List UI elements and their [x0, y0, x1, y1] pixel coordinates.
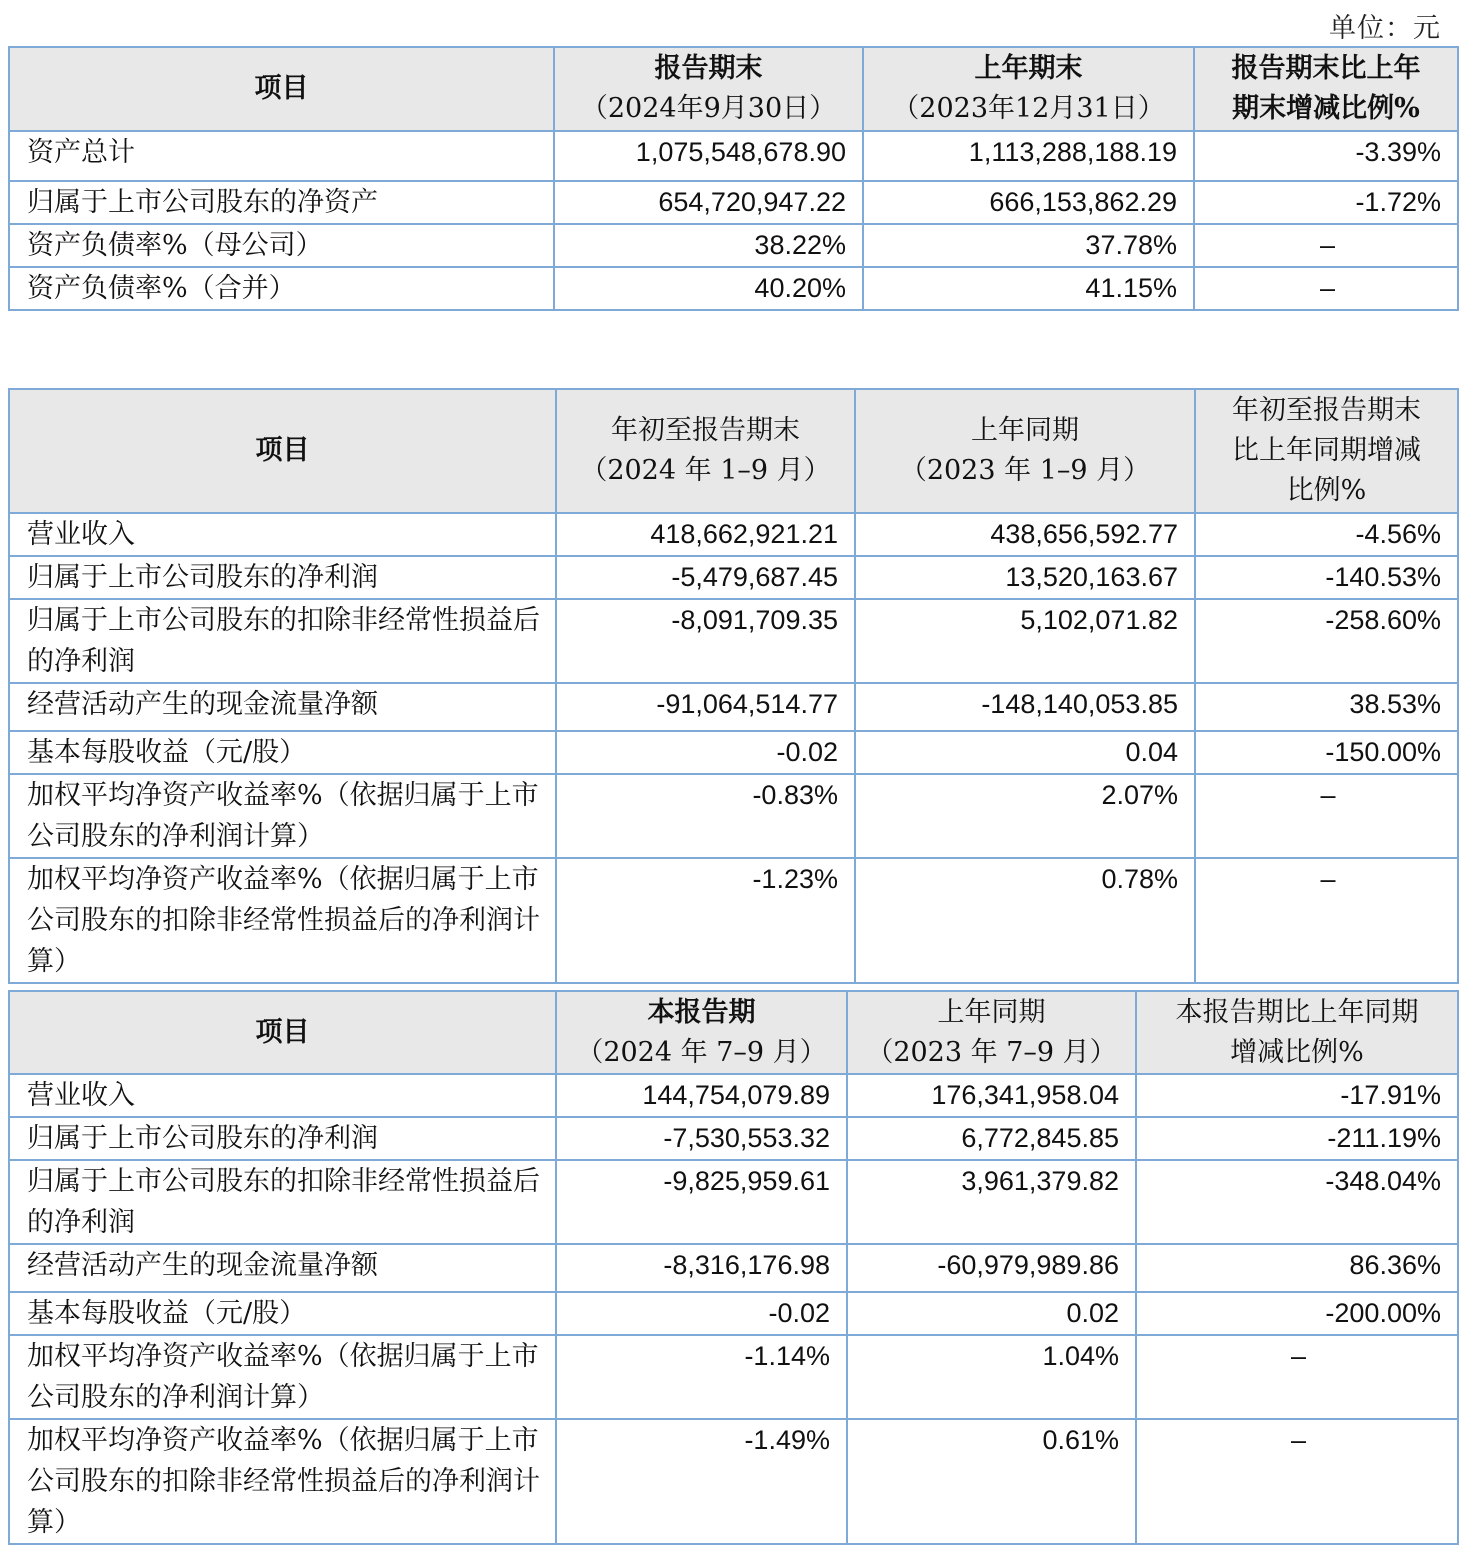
- header-current-period: 年初至报告期末 （2024 年 1–9 月）: [556, 389, 855, 513]
- header-prior-period: 上年同期 （2023 年 7–9 月）: [847, 991, 1136, 1074]
- row-item: 资产总计: [9, 131, 554, 181]
- table-row: [9, 599, 1458, 683]
- row-item: 资产负债率%（母公司）: [9, 224, 554, 267]
- row-current: -0.02: [556, 1292, 847, 1335]
- row-item: 基本每股收益（元/股）: [9, 731, 556, 774]
- row-change: -150.00%: [1195, 731, 1458, 774]
- table-row: [9, 683, 1458, 731]
- row-change: –: [1195, 858, 1458, 983]
- ytd-income-table: [8, 388, 1459, 984]
- row-item: 营业收入: [9, 1074, 556, 1117]
- row-prior: 0.04: [855, 731, 1195, 774]
- table-header-row: [9, 47, 1458, 131]
- header-item: 项目: [9, 389, 556, 513]
- unit-label: 单位：元: [1329, 13, 1441, 44]
- row-change: -211.19%: [1136, 1117, 1458, 1160]
- row-current: -8,091,709.35: [556, 599, 855, 683]
- table-row: [9, 224, 1458, 267]
- row-prior: 3,961,379.82: [847, 1160, 1136, 1244]
- row-current: -91,064,514.77: [556, 683, 855, 731]
- header-current-period: 本报告期 （2024 年 7–9 月）: [556, 991, 847, 1074]
- row-change: –: [1194, 267, 1458, 310]
- row-prior: 5,102,071.82: [855, 599, 1195, 683]
- header-item: 项目: [9, 47, 554, 131]
- header-current-period: 报告期末 （2024年9月30日）: [554, 47, 863, 131]
- row-prior: -148,140,053.85: [855, 683, 1195, 731]
- table-row: [9, 131, 1458, 181]
- table-row: [9, 1292, 1458, 1335]
- row-item: 加权平均净资产收益率%（依据归属于上市公司股东的扣除非经常性损益后的净利润计算）: [9, 858, 556, 983]
- row-prior: 2.07%: [855, 774, 1195, 858]
- row-item: 资产负债率%（合并）: [9, 267, 554, 310]
- row-current: -1.49%: [556, 1419, 847, 1544]
- table-row: [9, 181, 1458, 224]
- row-change: -200.00%: [1136, 1292, 1458, 1335]
- row-item: 经营活动产生的现金流量净额: [9, 1244, 556, 1292]
- header-change-ratio: 年初至报告期末 比上年同期增减 比例%: [1195, 389, 1458, 513]
- table-row: [9, 1117, 1458, 1160]
- header-item: 项目: [9, 991, 556, 1074]
- row-current: -5,479,687.45: [556, 556, 855, 599]
- table-row: [9, 1160, 1458, 1244]
- row-current: 38.22%: [554, 224, 863, 267]
- row-current: -0.83%: [556, 774, 855, 858]
- table-row: [9, 556, 1458, 599]
- row-item: 基本每股收益（元/股）: [9, 1292, 556, 1335]
- table-row: [9, 1335, 1458, 1419]
- row-change: –: [1136, 1335, 1458, 1419]
- table-row: [9, 774, 1458, 858]
- row-prior: 666,153,862.29: [863, 181, 1194, 224]
- row-prior: 41.15%: [863, 267, 1194, 310]
- row-change: -258.60%: [1195, 599, 1458, 683]
- row-change: -140.53%: [1195, 556, 1458, 599]
- row-change: -3.39%: [1194, 131, 1458, 181]
- row-current: 1,075,548,678.90: [554, 131, 863, 181]
- header-prior-period: 上年同期 （2023 年 1–9 月）: [855, 389, 1195, 513]
- quarter-income-table: [8, 990, 1459, 1545]
- row-prior: 176,341,958.04: [847, 1074, 1136, 1117]
- table-header-row: [9, 389, 1458, 513]
- row-current: -1.14%: [556, 1335, 847, 1419]
- table-row: [9, 1419, 1458, 1544]
- table-row: [9, 267, 1458, 310]
- row-item: 归属于上市公司股东的扣除非经常性损益后的净利润: [9, 599, 556, 683]
- row-change: -348.04%: [1136, 1160, 1458, 1244]
- row-change: –: [1136, 1419, 1458, 1544]
- row-current: -0.02: [556, 731, 855, 774]
- row-item: 归属于上市公司股东的净利润: [9, 1117, 556, 1160]
- table-row: [9, 858, 1458, 983]
- row-prior: 13,520,163.67: [855, 556, 1195, 599]
- row-item: 营业收入: [9, 513, 556, 556]
- row-current: 144,754,079.89: [556, 1074, 847, 1117]
- row-item: 归属于上市公司股东的净资产: [9, 181, 554, 224]
- row-item: 经营活动产生的现金流量净额: [9, 683, 556, 731]
- table-row: [9, 513, 1458, 556]
- table-row: [9, 731, 1458, 774]
- row-item: 加权平均净资产收益率%（依据归属于上市公司股东的净利润计算）: [9, 774, 556, 858]
- row-prior: 438,656,592.77: [855, 513, 1195, 556]
- row-prior: 1.04%: [847, 1335, 1136, 1419]
- row-prior: 1,113,288,188.19: [863, 131, 1194, 181]
- row-prior: 0.78%: [855, 858, 1195, 983]
- table-row: [9, 1244, 1458, 1292]
- row-change: 86.36%: [1136, 1244, 1458, 1292]
- row-current: 40.20%: [554, 267, 863, 310]
- row-item: 归属于上市公司股东的扣除非经常性损益后的净利润: [9, 1160, 556, 1244]
- row-item: 加权平均净资产收益率%（依据归属于上市公司股东的扣除非经常性损益后的净利润计算）: [9, 1419, 556, 1544]
- row-change: -1.72%: [1194, 181, 1458, 224]
- row-change: 38.53%: [1195, 683, 1458, 731]
- table-row: [9, 1074, 1458, 1117]
- balance-sheet-table: [8, 46, 1459, 311]
- header-change-ratio: 报告期末比上年 期末增减比例%: [1194, 47, 1458, 131]
- row-item: 加权平均净资产收益率%（依据归属于上市公司股东的净利润计算）: [9, 1335, 556, 1419]
- row-change: -4.56%: [1195, 513, 1458, 556]
- row-current: -8,316,176.98: [556, 1244, 847, 1292]
- row-prior: -60,979,989.86: [847, 1244, 1136, 1292]
- header-change-ratio: 本报告期比上年同期 增减比例%: [1136, 991, 1458, 1074]
- row-prior: 6,772,845.85: [847, 1117, 1136, 1160]
- row-current: -1.23%: [556, 858, 855, 983]
- row-prior: 37.78%: [863, 224, 1194, 267]
- table-header-row: [9, 991, 1458, 1074]
- row-change: –: [1195, 774, 1458, 858]
- header-prior-period: 上年期末 （2023年12月31日）: [863, 47, 1194, 131]
- row-current: -9,825,959.61: [556, 1160, 847, 1244]
- row-current: 654,720,947.22: [554, 181, 863, 224]
- row-prior: 0.61%: [847, 1419, 1136, 1544]
- row-prior: 0.02: [847, 1292, 1136, 1335]
- row-item: 归属于上市公司股东的净利润: [9, 556, 556, 599]
- row-change: –: [1194, 224, 1458, 267]
- row-change: -17.91%: [1136, 1074, 1458, 1117]
- row-current: -7,530,553.32: [556, 1117, 847, 1160]
- row-current: 418,662,921.21: [556, 513, 855, 556]
